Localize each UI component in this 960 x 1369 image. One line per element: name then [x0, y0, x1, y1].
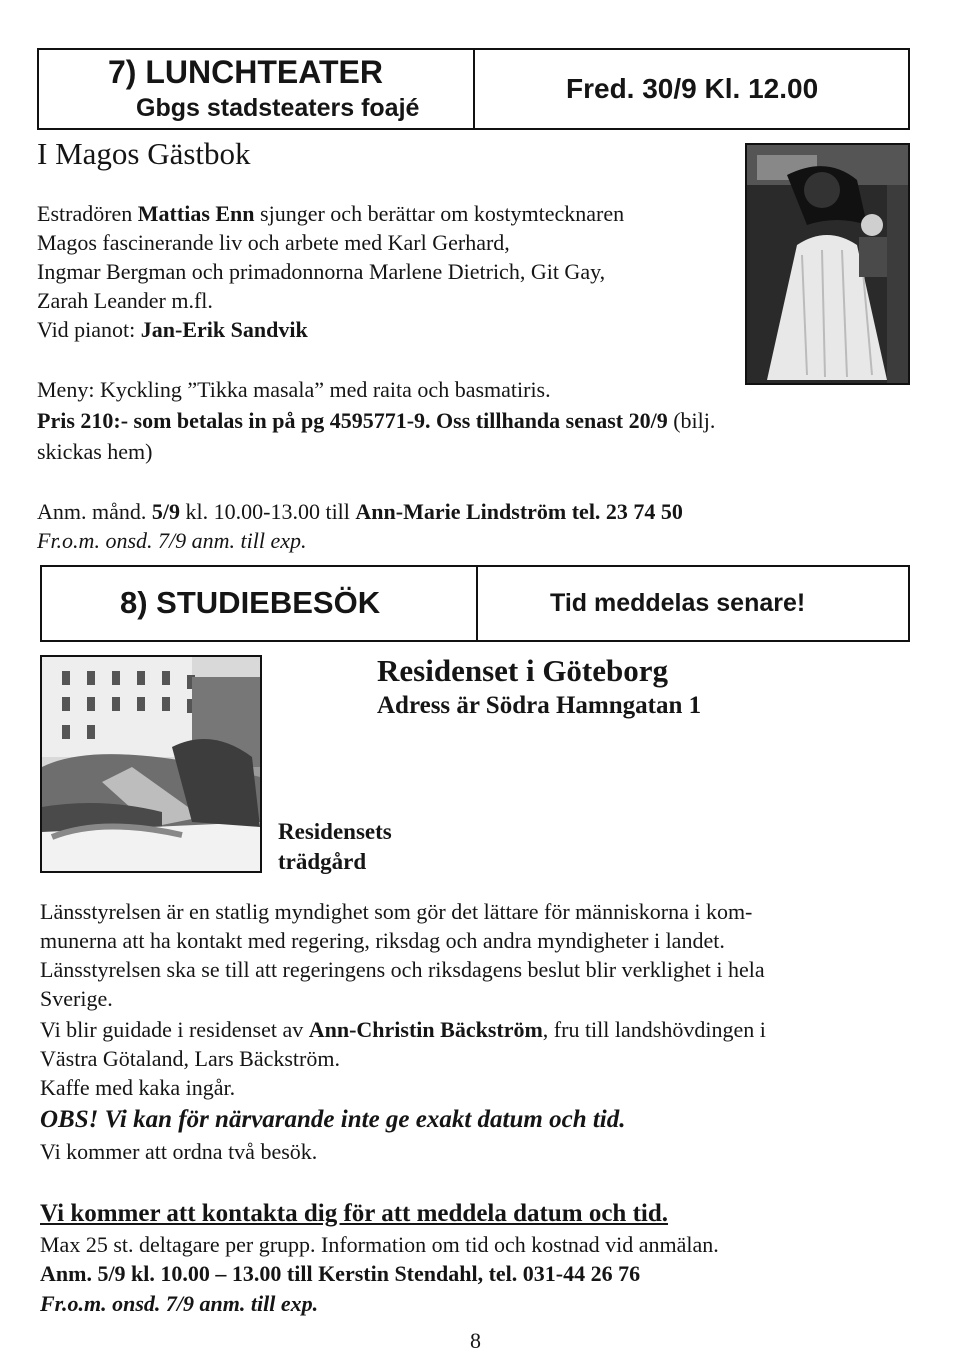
- s8-reg-note: Fr.o.m. onsd. 7/9 anm. till exp.: [40, 1291, 319, 1316]
- s7-para-line5: [37, 316, 308, 344]
- s7-para-line2: Magos fascinerande liv och arbete med Karl Gerhard,: [37, 230, 510, 255]
- s8-reg-text: Anm. 5/9 kl. 10.00 – 13.00 till Kerstin Stendahl, tel. 031-44 26 76: [40, 1261, 641, 1286]
- contact-text: Vi kommer att kontakta dig för att meddela datum och tid.: [40, 1200, 669, 1227]
- residence-photo-image: [42, 657, 260, 871]
- s7-para-text: Estradören: [37, 201, 138, 226]
- s8-body-line2: munerna att ha kontakt med regering, riksdag och andra myndigheter i landet.: [40, 928, 725, 953]
- costume-photo: [745, 143, 910, 385]
- place-title: Residenset i Göteborg: [377, 653, 669, 688]
- coffee-line: Kaffe med kaka ingår.: [40, 1075, 236, 1100]
- section7-title: 7) LUNCHTEATER: [108, 54, 383, 90]
- section7-header-divider: [473, 48, 475, 130]
- photo-caption-1: Residensets: [278, 819, 392, 844]
- price-tail: (bilj.: [667, 408, 716, 433]
- guide-line2: Västra Götaland, Lars Bäckström.: [40, 1046, 340, 1071]
- section7-date: Fred. 30/9 Kl. 12.00: [566, 73, 819, 104]
- guide-line: [40, 1016, 766, 1044]
- page-number: 8: [470, 1328, 481, 1353]
- price-text: Pris 210:- som betalas in på pg 4595771-9. Oss tillhanda senast 20/9: [37, 408, 668, 433]
- contact-line: [40, 1198, 668, 1230]
- show-title: I Magos Gästbok: [37, 136, 251, 171]
- menu-line: Meny: Kyckling ”Tikka masala” med raita och basmatiris.: [37, 377, 551, 402]
- s8-registration: [40, 1260, 640, 1288]
- s8-registration-note: [40, 1290, 318, 1318]
- guide-tail: , fru till landshövdingen i: [542, 1017, 766, 1042]
- s8-body-line4: Sverige.: [40, 986, 113, 1011]
- s8-body-line1: Länsstyrelsen är en statlig myndighet som gör det lättare för människorna i kom-: [40, 899, 753, 924]
- two-visits-line: Vi kommer att ordna två besök.: [40, 1139, 318, 1164]
- s7-registration-note: [37, 527, 307, 555]
- obs-line: [40, 1104, 626, 1136]
- section7-venue: Gbgs stadsteaters foajé: [136, 94, 420, 122]
- reg-date: 5/9: [151, 499, 181, 524]
- price-line: [37, 407, 715, 435]
- s7-para-line4: Zarah Leander m.fl.: [37, 288, 213, 313]
- max-line: Max 25 st. deltagare per grupp. Information om tid och kostnad vid anmälan.: [40, 1232, 719, 1257]
- s7-para-line1: [37, 200, 624, 228]
- residence-photo: [40, 655, 262, 873]
- obs-text: OBS! Vi kan för närvarande inte ge exakt datum och tid.: [40, 1106, 626, 1133]
- guide-name: Ann-Christin Bäckström: [308, 1017, 543, 1042]
- place-address: Adress är Södra Hamngatan 1: [377, 692, 702, 719]
- section8-header-divider: [476, 565, 478, 642]
- s8-body-line3: Länsstyrelsen ska se till att regeringens och riksdagens beslut blir verklighet i hela: [40, 957, 765, 982]
- section8-status: Tid meddelas senare!: [550, 589, 806, 617]
- s7-para-text: sjunger och berättar om kostymtecknaren: [254, 201, 625, 226]
- reg-contact: Ann-Marie Lindström tel. 23 74 50: [355, 499, 683, 524]
- price-line2: skickas hem): [37, 439, 153, 464]
- reg-text: Anm. månd.: [37, 499, 152, 524]
- pianist-label: Vid pianot:: [37, 317, 141, 342]
- s7-para-line3: Ingmar Bergman och primadonnorna Marlene Dietrich, Git Gay,: [37, 259, 606, 284]
- s7-registration: [37, 498, 683, 526]
- costume-photo-image: [747, 145, 908, 383]
- photo-caption-2: trädgård: [278, 849, 367, 874]
- reg-note: Fr.o.m. onsd. 7/9 anm. till exp.: [37, 528, 307, 553]
- reg-time: kl. 10.00-13.00 till: [180, 499, 356, 524]
- performer-name: Mattias Enn: [137, 201, 255, 226]
- pianist-name: Jan-Erik Sandvik: [140, 317, 308, 342]
- guide-text: Vi blir guidade i residenset av: [40, 1017, 309, 1042]
- section8-title: 8) STUDIEBESÖK: [120, 585, 381, 620]
